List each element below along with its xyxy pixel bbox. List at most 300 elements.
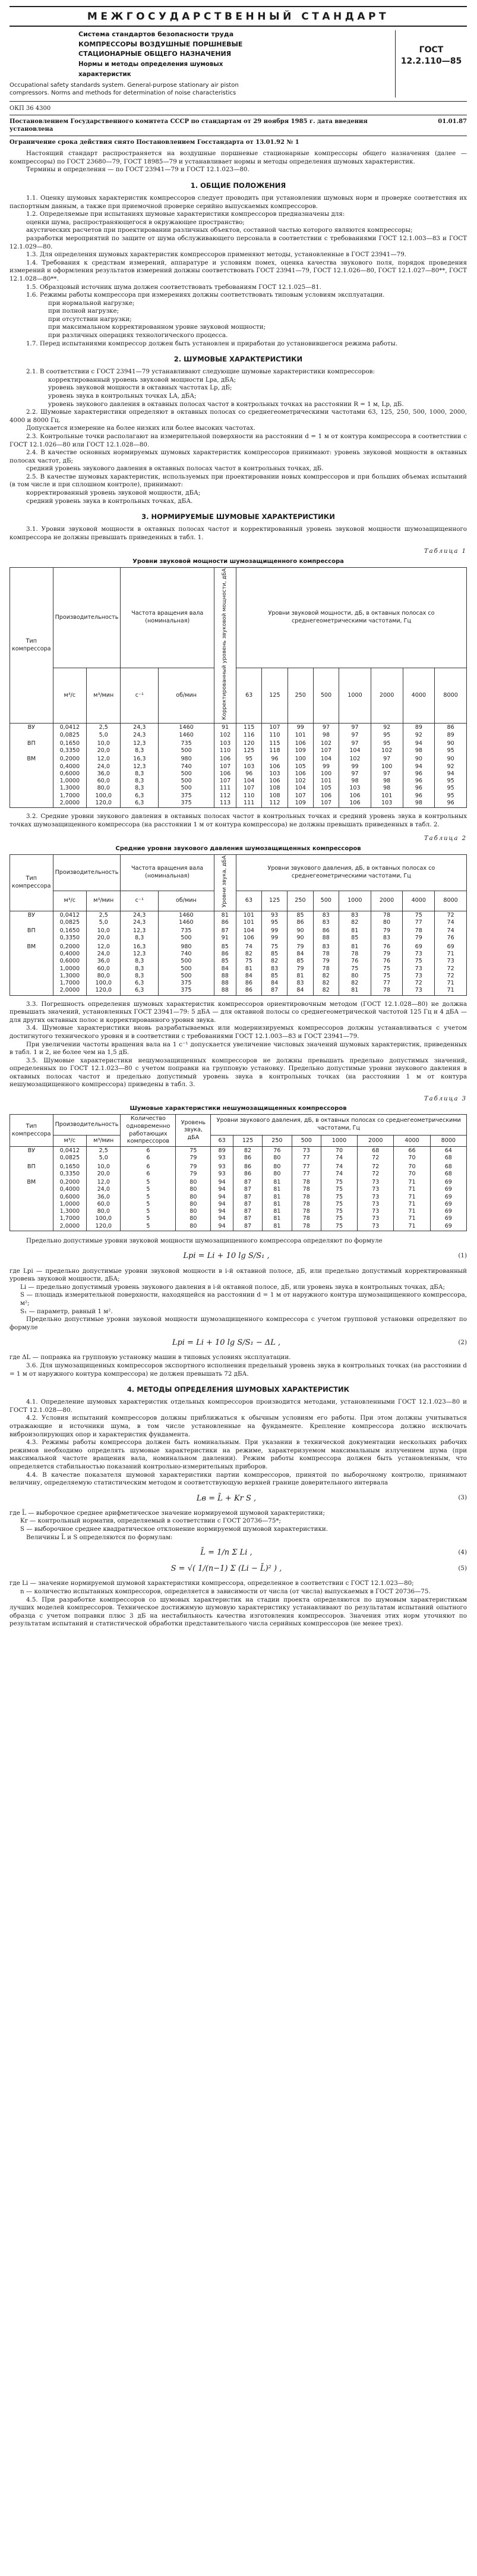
band-frequency: 1000 bbox=[321, 1135, 357, 1146]
cell-value: 87 bbox=[244, 1215, 252, 1222]
list-item: уровень звуковой мощности в октавных частотах Lp, дБ; bbox=[48, 384, 232, 392]
table-cell bbox=[313, 724, 339, 740]
cell-value: 100 bbox=[295, 756, 306, 763]
cell-value: 86 bbox=[245, 987, 252, 994]
table-cell bbox=[176, 1178, 211, 1231]
cell-value: 75 bbox=[335, 1179, 343, 1186]
formula-2-definitions bbox=[10, 1354, 467, 1362]
cell-value: 78 bbox=[383, 911, 391, 919]
formula-4 bbox=[10, 1548, 467, 1558]
intro-paragraph: Настоящий стандарт распространяется на воздушные поршневые стационарные компрессоры общего назначения (далее — компрессоры) по ГОСТ 23680—79, ГОСТ 18985—79 и устанавливает нормы и методы определения шумовых характеристик. bbox=[10, 150, 467, 165]
cell-value: 72 bbox=[372, 1170, 380, 1177]
cell-value: 96 bbox=[415, 770, 422, 777]
paragraph: 2.4. В качестве основных нормируемых шумовых характеристик компрессоров принимают: уровень звуковой мощности в октавных полосах частот, дБ; bbox=[10, 449, 467, 464]
formula-number: (1) bbox=[458, 1252, 467, 1260]
cell-value: 500 bbox=[181, 958, 192, 965]
cell-value: 71 bbox=[408, 1222, 416, 1229]
cell-value: 104 bbox=[243, 927, 255, 935]
definition: где Li — значение нормируемой шумовой характеристики компрессора, определенное в соответствии с ГОСТ 12.1.023—80; bbox=[10, 1580, 414, 1587]
cell-value: 81 bbox=[273, 1208, 281, 1215]
table-cell bbox=[321, 1146, 357, 1162]
cell-value: 82 bbox=[244, 1147, 252, 1154]
table-cell bbox=[430, 1146, 466, 1162]
cell-value: 5 bbox=[146, 1222, 150, 1229]
cell-value: 78 bbox=[302, 1208, 310, 1215]
cell-value: 70 bbox=[408, 1155, 416, 1162]
table-cell bbox=[211, 1146, 233, 1162]
cell-value: 10,0 bbox=[97, 927, 110, 935]
cell-value: 118 bbox=[269, 747, 280, 754]
table-cell bbox=[339, 943, 371, 995]
cell-value: 0,0825 bbox=[59, 1155, 80, 1162]
table-number: Таблица 1 bbox=[424, 548, 467, 555]
cell-value: 96 bbox=[415, 778, 422, 785]
table-cell bbox=[236, 911, 261, 927]
formula-expression: L̄ = 1/n Σ Li , bbox=[200, 1548, 252, 1558]
cell-value: 1,3000 bbox=[59, 972, 80, 979]
table-1 bbox=[10, 567, 467, 808]
cell-value: 87 bbox=[244, 1200, 252, 1207]
cell-value: 101 bbox=[243, 919, 255, 926]
cell-value: 81 bbox=[351, 927, 359, 935]
table-cell bbox=[288, 943, 313, 995]
cell-value: 0,4000 bbox=[59, 951, 80, 958]
cell-value: 78 bbox=[302, 1215, 310, 1222]
cell-value: 84 bbox=[221, 965, 229, 972]
table-cell bbox=[121, 1163, 176, 1179]
paragraph: 3.6. Для шумозащищенных компрессоров экспортного исполнения предельный уровень звука в контрольных точках (на расстоянии d = 1 м от наружного контура компрессора) не должен превышать 72 дБА. bbox=[10, 1361, 467, 1377]
cell-value: 64 bbox=[444, 1147, 452, 1154]
cell-value: 86 bbox=[245, 980, 252, 987]
unit: с⁻¹ bbox=[121, 668, 159, 723]
intro-paragraph: Термины и определения — по ГОСТ 23941—79 и ГОСТ 12.1.023—80. bbox=[26, 166, 249, 174]
cell-value: 78 bbox=[415, 927, 422, 935]
cell-value: 6 bbox=[146, 1147, 150, 1154]
cell-value: 94 bbox=[218, 1215, 226, 1222]
table-cell bbox=[292, 1163, 321, 1179]
cell-value: 94 bbox=[218, 1222, 226, 1229]
cell-value: 72 bbox=[372, 1163, 380, 1170]
cell-value: 80 bbox=[189, 1215, 197, 1222]
band-frequency: 250 bbox=[263, 1135, 292, 1146]
cell-value: 97 bbox=[351, 724, 359, 731]
table-3 bbox=[10, 1114, 467, 1231]
cell-value: 87 bbox=[271, 987, 279, 994]
cell-value: 8,3 bbox=[135, 747, 144, 754]
cell-value: 500 bbox=[181, 965, 192, 972]
cell-value: 0,1650 bbox=[59, 1163, 80, 1170]
gost-label: ГОСТ bbox=[419, 45, 444, 55]
band-frequency: 125 bbox=[262, 668, 288, 723]
cell-value: 87 bbox=[244, 1193, 252, 1200]
cell-value: 1,3000 bbox=[59, 1208, 80, 1215]
compressor-type: ВУ bbox=[10, 724, 53, 740]
cell-value: 102 bbox=[219, 731, 231, 738]
cell-value: 73 bbox=[447, 958, 454, 965]
gost-designation bbox=[395, 30, 467, 97]
cell-value: 81 bbox=[296, 972, 304, 979]
cell-value: 94 bbox=[218, 1193, 226, 1200]
section-3-heading: 3. НОРМИРУЕМЫЕ ШУМОВЫЕ ХАРАКТЕРИСТИКИ bbox=[141, 512, 335, 521]
cell-value: 104 bbox=[244, 778, 255, 785]
cell-value: 75 bbox=[383, 965, 391, 972]
table-cell bbox=[371, 755, 403, 807]
cell-value: 100 bbox=[320, 770, 332, 777]
cell-value: 95 bbox=[245, 756, 253, 763]
cell-value: 95 bbox=[271, 919, 279, 926]
cell-value: 106 bbox=[349, 792, 361, 799]
cell-value: 80 bbox=[273, 1155, 281, 1162]
paragraph: 1.1. Оценку шумовых характеристик компрессоров следует проводить при установлении шумовых норм и проверке соответствия их паспортным данным, а также при приемочной проверке серийно выпускаемых компрессоров. bbox=[10, 194, 467, 210]
cell-value: 74 bbox=[447, 919, 454, 926]
table-cell bbox=[159, 724, 214, 740]
band-frequency: 125 bbox=[233, 1135, 262, 1146]
cell-value: 77 bbox=[302, 1163, 310, 1170]
cell-value: 36,0 bbox=[97, 958, 110, 965]
table-cell bbox=[321, 1163, 357, 1179]
cell-value: 92 bbox=[415, 731, 422, 738]
cell-value: 73 bbox=[372, 1179, 380, 1186]
col-frequency: Частота вращения вала (номинальная) bbox=[121, 567, 214, 668]
cell-value: 80 bbox=[273, 1170, 281, 1177]
cell-value: 82 bbox=[351, 980, 359, 987]
cell-value: 109 bbox=[295, 747, 306, 754]
paragraph: 2.1. В соответствии с ГОСТ 23941—79 устанавливают следующие шумовые характеристики компрессоров: bbox=[26, 368, 375, 376]
cell-value: 92 bbox=[447, 763, 454, 770]
paragraph: 4.3. Режимы работы компрессора должен быть номинальным. При указании в технической документации нескольких рабочих режимов необходимо определять шумовые характеристики на режиме, характеризуемом максимальным излучением шума (при максимальной частоте вращения вала, номинальном давлении). Режим работы компрессора должен быть установленным, что определяется стабильностью показаний контрольно-измерительных приборов. bbox=[10, 1439, 467, 1470]
cell-value: 1460 bbox=[179, 731, 194, 738]
cell-value: 81 bbox=[351, 943, 359, 950]
cell-value: 69 bbox=[444, 1215, 452, 1222]
cell-value: 85 bbox=[221, 943, 229, 950]
cell-value: 83 bbox=[351, 911, 359, 919]
paragraph: Предельно допустимые уровни звуковой мощности шумозащищенного компрессора определяют по формуле bbox=[26, 1237, 383, 1244]
cell-value: 0,0825 bbox=[59, 731, 80, 738]
cell-value: 6,3 bbox=[135, 987, 144, 994]
system-title: Система стандартов безопасности труда bbox=[78, 30, 234, 39]
document-subtitle-line-2: характеристик bbox=[78, 70, 131, 78]
cell-value: 0,3350 bbox=[59, 747, 80, 754]
table-1-caption bbox=[10, 548, 467, 555]
cell-value: 75 bbox=[335, 1200, 343, 1207]
cell-value: 106 bbox=[219, 756, 231, 763]
cell-value: 104 bbox=[320, 756, 332, 763]
cell-value: 95 bbox=[383, 740, 391, 747]
cell-value: 106 bbox=[320, 792, 332, 799]
cell-value: 80,0 bbox=[97, 1208, 110, 1215]
cell-value: 88 bbox=[221, 980, 229, 987]
table-cell bbox=[121, 724, 159, 740]
table-cell bbox=[262, 943, 288, 995]
cell-value: 5,0 bbox=[99, 1155, 108, 1162]
table-cell bbox=[403, 911, 435, 927]
table-cell bbox=[430, 1163, 466, 1179]
cell-value: 71 bbox=[408, 1200, 416, 1207]
cell-value: 111 bbox=[244, 799, 255, 806]
cell-value: 8,3 bbox=[135, 785, 144, 792]
cell-value: 112 bbox=[269, 799, 280, 806]
table-cell bbox=[403, 740, 435, 756]
cell-value: 101 bbox=[243, 911, 255, 919]
cell-value: 75 bbox=[189, 1147, 197, 1154]
list-item: при отсутствии нагрузки; bbox=[48, 315, 132, 323]
section-2-heading: 2. ШУМОВЫЕ ХАРАКТЕРИСТИКИ bbox=[173, 355, 303, 364]
cell-value: 0,0412 bbox=[59, 724, 80, 731]
cell-value: 12,0 bbox=[97, 1179, 110, 1186]
paragraph: 3.4. Шумовые характеристики вновь разрабатываемых или модернизируемых компрессоров должны устанавливаться с учетом достигнутого технического уровня и в соответствии с требованиями ГОСТ 12.1.003—83 и ГОСТ 23941—79. bbox=[10, 1024, 467, 1040]
table-cell bbox=[121, 911, 159, 927]
cell-value: 87 bbox=[244, 1186, 252, 1193]
band-frequency: 500 bbox=[313, 891, 339, 911]
cell-value: 24,3 bbox=[133, 724, 146, 731]
cell-value: 0,3350 bbox=[59, 935, 80, 942]
cell-value: 1,7000 bbox=[59, 1215, 80, 1222]
table-cell bbox=[87, 740, 121, 756]
cell-value: 36,0 bbox=[97, 770, 110, 777]
cell-value: 100 bbox=[381, 763, 393, 770]
cell-value: 6 bbox=[146, 1170, 150, 1177]
cell-value: 110 bbox=[244, 792, 255, 799]
col-type: Тип компрессора bbox=[10, 567, 53, 723]
cell-value: 0,2000 bbox=[59, 756, 80, 763]
paragraph: акустических расчетов при проектировании различных объектов, составной частью которого являются компрессоры; bbox=[26, 227, 413, 234]
cell-value: 76 bbox=[351, 958, 359, 965]
cell-value: 99 bbox=[296, 724, 304, 731]
cell-value: 0,4000 bbox=[59, 1186, 80, 1193]
table-cell bbox=[236, 740, 262, 756]
cell-value: 94 bbox=[218, 1208, 226, 1215]
band-frequency: 63 bbox=[236, 891, 261, 911]
cell-value: 82 bbox=[271, 958, 279, 965]
definition: Kr — контрольный норматив, определяемый в соответствии с ГОСТ 20736—75*; bbox=[20, 1517, 282, 1525]
cell-value: 69 bbox=[444, 1193, 452, 1200]
col-octave-bands: Уровни звуковой мощности, дБ, в октавных полосах со среднегеометрическими частотами, Гц bbox=[236, 567, 467, 668]
cell-value: 103 bbox=[219, 740, 231, 747]
cell-value: 69 bbox=[447, 943, 454, 950]
list-item: при различных операциях технологического процесса. bbox=[48, 332, 228, 339]
formula-3-definitions bbox=[10, 1509, 467, 1542]
cell-value: 86 bbox=[221, 951, 229, 958]
col-frequency: Частота вращения вала (номинальная) bbox=[121, 854, 214, 891]
cell-value: 98 bbox=[322, 731, 330, 738]
cell-value: 71 bbox=[408, 1208, 416, 1215]
cell-value: 8,3 bbox=[135, 958, 144, 965]
cell-value: 79 bbox=[189, 1163, 197, 1170]
cell-value: 95 bbox=[383, 731, 391, 738]
band-frequency: 4000 bbox=[394, 1135, 430, 1146]
paragraph: При увеличении частоты вращения вала на 1 с⁻¹ допускается увеличение числовых значений шумовых характеристик, приведенных в табл. 1 и 2, не более чем на 1,5 дБ. bbox=[10, 1040, 467, 1056]
cell-value: 82 bbox=[322, 972, 330, 979]
cell-value: 88 bbox=[221, 972, 229, 979]
compressor-type: ВМ bbox=[10, 755, 53, 807]
mode-list bbox=[10, 300, 467, 340]
cell-value: 5,0 bbox=[99, 731, 108, 738]
cell-value: 24,0 bbox=[97, 1186, 110, 1193]
cell-value: 96 bbox=[447, 799, 454, 806]
cell-value: 107 bbox=[219, 778, 231, 785]
table-cell bbox=[430, 1178, 466, 1231]
cell-value: 83 bbox=[383, 935, 391, 942]
table-cell bbox=[214, 755, 236, 807]
cell-value: 66 bbox=[408, 1147, 416, 1154]
cell-value: 86 bbox=[322, 927, 330, 935]
cell-value: 83 bbox=[322, 943, 330, 950]
table-cell bbox=[233, 1178, 262, 1231]
paragraph: 4.2. Условия испытаний компрессоров должны приближаться к обычным условиям его работы. При этом должны учитываться отражающие и источники шума, в том числе установленные на фундаменте. Крепление компрессора должно исключать виброизолирующих опор и характеристик фундамента. bbox=[10, 1414, 467, 1438]
table-cell bbox=[292, 1146, 321, 1162]
characteristics-list bbox=[10, 376, 467, 408]
cell-value: 89 bbox=[415, 724, 422, 731]
table-cell bbox=[214, 724, 236, 740]
table-cell bbox=[53, 927, 87, 943]
cell-value: 95 bbox=[447, 778, 454, 785]
table-2-caption bbox=[10, 835, 467, 842]
paragraph: средний уровень звукового давления в октавных полосах частот в контрольных точках, дБ. bbox=[26, 465, 324, 473]
formula-1-definitions bbox=[10, 1267, 467, 1316]
cell-value: 74 bbox=[335, 1155, 343, 1162]
table-cell bbox=[262, 927, 288, 943]
cell-value: 78 bbox=[383, 987, 391, 994]
cell-value: 24,0 bbox=[97, 763, 110, 770]
cell-value: 110 bbox=[219, 747, 231, 754]
table-cell bbox=[435, 911, 467, 927]
formula-expression: Lв = L̄ + Kr S , bbox=[196, 1493, 257, 1503]
table-cell bbox=[288, 755, 313, 807]
cell-value: 0,0825 bbox=[59, 919, 80, 926]
table-cell bbox=[53, 724, 87, 740]
cell-value: 106 bbox=[295, 770, 306, 777]
cell-value: 86 bbox=[244, 1170, 252, 1177]
english-title-line-2: compressors. Norms and methods for determination of noise characteristics bbox=[10, 90, 236, 97]
cell-value: 8,3 bbox=[135, 965, 144, 972]
cell-value: 78 bbox=[351, 951, 359, 958]
col-octave-bands: Уровни звукового давления, дБ, в октавных полосах со среднегеометрическими частотами, Гц bbox=[211, 1115, 467, 1136]
table-number: Таблица 2 bbox=[424, 835, 467, 842]
band-frequency: 63 bbox=[236, 668, 262, 723]
table-cell bbox=[121, 943, 159, 995]
compressor-type: ВМ bbox=[10, 1178, 53, 1231]
cell-value: 500 bbox=[181, 972, 192, 979]
table-1-title: Уровни звуковой мощности шумозащищенного компрессора bbox=[132, 558, 344, 565]
cell-value: 1,7000 bbox=[59, 980, 80, 987]
cell-value: 97 bbox=[383, 756, 391, 763]
table-row bbox=[10, 927, 467, 943]
table-cell bbox=[435, 927, 467, 943]
table-cell bbox=[339, 740, 371, 756]
cell-value: 108 bbox=[269, 792, 280, 799]
standard-header bbox=[10, 30, 467, 101]
section-1-heading: 1. ОБЩИЕ ПОЛОЖЕНИЯ bbox=[190, 181, 286, 190]
cell-value: 5 bbox=[146, 1193, 150, 1200]
list-item: при полной нагрузке; bbox=[48, 307, 119, 315]
paragraph: 1.3. Для определения шумовых характеристик компрессоров применяют методы, установленные в ГОСТ 23941—79. bbox=[26, 251, 407, 259]
cell-value: 107 bbox=[219, 763, 231, 770]
cell-value: 112 bbox=[219, 792, 231, 799]
cell-value: 0,4000 bbox=[59, 763, 80, 770]
cell-value: 76 bbox=[383, 943, 391, 950]
cell-value: 80 bbox=[351, 972, 359, 979]
cell-value: 80 bbox=[273, 1163, 281, 1170]
cell-value: 99 bbox=[322, 763, 330, 770]
cell-value: 82 bbox=[322, 980, 330, 987]
cell-value: 0,0412 bbox=[59, 911, 80, 919]
table-cell bbox=[214, 943, 236, 995]
table-cell bbox=[339, 724, 371, 740]
cell-value: 120,0 bbox=[95, 987, 112, 994]
cell-value: 74 bbox=[335, 1170, 343, 1177]
table-cell bbox=[159, 943, 214, 995]
cell-value: 97 bbox=[383, 770, 391, 777]
cell-value: 12,3 bbox=[133, 927, 146, 935]
cell-value: 72 bbox=[372, 1155, 380, 1162]
table-cell bbox=[121, 1146, 176, 1162]
cell-value: 85 bbox=[271, 972, 279, 979]
cell-value: 86 bbox=[244, 1163, 252, 1170]
table-cell bbox=[53, 755, 87, 807]
table-3-title: Шумовые характеристики нешумозащищенных компрессоров bbox=[129, 1105, 347, 1112]
cell-value: 105 bbox=[295, 763, 306, 770]
cell-value: 106 bbox=[349, 799, 361, 806]
cell-value: 85 bbox=[271, 951, 279, 958]
table-cell bbox=[371, 740, 403, 756]
cell-value: 12,3 bbox=[133, 740, 146, 747]
table-cell bbox=[263, 1178, 292, 1231]
cell-value: 500 bbox=[181, 770, 192, 777]
table-row bbox=[10, 1146, 467, 1162]
cell-value: 75 bbox=[335, 1193, 343, 1200]
cell-value: 87 bbox=[244, 1222, 252, 1229]
cell-value: 60,0 bbox=[97, 965, 110, 972]
band-frequency: 500 bbox=[313, 668, 339, 723]
cell-value: 103 bbox=[269, 770, 280, 777]
col-type: Тип компрессора bbox=[10, 854, 53, 911]
cell-value: 106 bbox=[295, 740, 306, 747]
list-item: при нормальной нагрузке; bbox=[48, 299, 135, 307]
cell-value: 90 bbox=[415, 756, 422, 763]
definition: S — выборочное среднее квадратическое отклонение нормируемой шумовой характеристики. bbox=[20, 1525, 328, 1533]
cell-value: 71 bbox=[408, 1193, 416, 1200]
table-cell bbox=[394, 1163, 430, 1179]
cell-value: 73 bbox=[372, 1208, 380, 1215]
cell-value: 75 bbox=[335, 1222, 343, 1229]
cell-value: 81 bbox=[273, 1200, 281, 1207]
cell-value: 74 bbox=[245, 943, 252, 950]
cell-value: 375 bbox=[181, 792, 192, 799]
list-item: уровень звука в контрольных точках LA, дБА; bbox=[48, 392, 197, 400]
table-cell bbox=[53, 1163, 87, 1179]
cell-value: 375 bbox=[181, 987, 192, 994]
cell-value: 73 bbox=[302, 1147, 310, 1154]
cell-value: 80 bbox=[189, 1193, 197, 1200]
cell-value: 10,0 bbox=[97, 740, 110, 747]
cell-value: 100,0 bbox=[95, 792, 112, 799]
band-frequency: 250 bbox=[288, 668, 313, 723]
cell-value: 96 bbox=[271, 756, 279, 763]
table-cell bbox=[394, 1178, 430, 1231]
band-frequency: 1000 bbox=[339, 668, 371, 723]
cell-value: 84 bbox=[296, 987, 304, 994]
table-cell bbox=[288, 911, 313, 927]
cell-value: 5 bbox=[146, 1179, 150, 1186]
table-cell bbox=[339, 927, 371, 943]
cell-value: 24,3 bbox=[133, 919, 146, 926]
cell-value: 81 bbox=[273, 1222, 281, 1229]
cell-value: 102 bbox=[349, 756, 361, 763]
cell-value: 108 bbox=[269, 785, 280, 792]
table-cell bbox=[435, 755, 467, 807]
table-cell bbox=[159, 911, 214, 927]
table-cell bbox=[211, 1163, 233, 1179]
